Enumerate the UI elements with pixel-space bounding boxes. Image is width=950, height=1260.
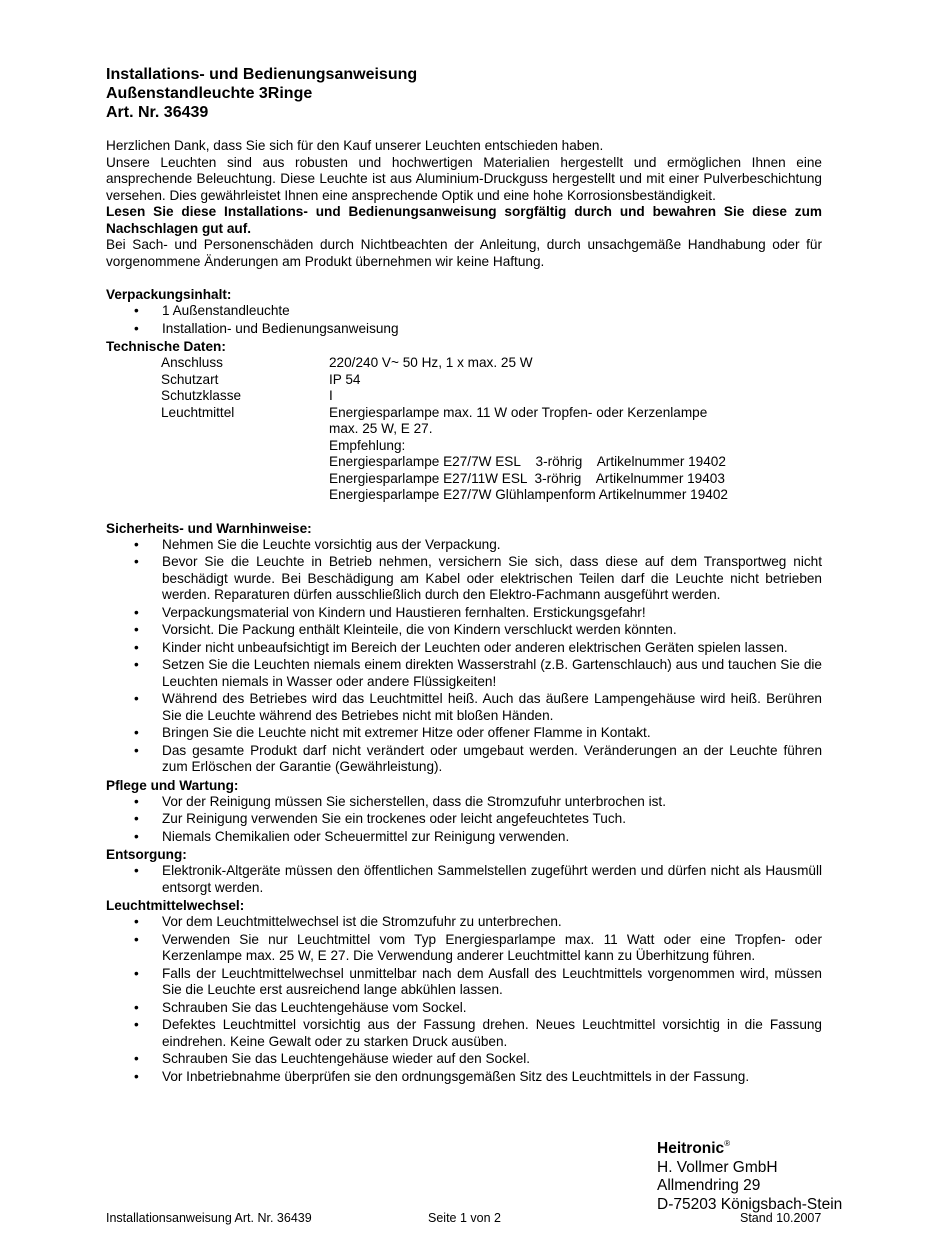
footer-doc-ref: Installationsanweisung Art. Nr. 36439 <box>106 1211 312 1225</box>
list-item: • Kinder nicht unbeaufsichtigt im Bereich der Leuchten oder anderen elektrischen Geräten spielen lassen. <box>106 640 822 657</box>
list-item: • Installation- und Bedienungsanweisung <box>106 321 822 338</box>
packaging-list <box>106 303 822 337</box>
list-item: • Das gesamte Produkt darf nicht verändert oder umgebaut werden. Veränderungen an der Leuchte führen zum Erlöschen der Garantie (Gewährleistung). <box>106 743 822 776</box>
footer-page-number: Seite 1 von 2 <box>428 1211 501 1225</box>
packaging-heading: Verpackungsinhalt: <box>106 287 232 302</box>
care-heading: Pflege und Wartung: <box>106 777 239 793</box>
brand-text: Heitronic <box>657 1140 725 1157</box>
safety-section <box>106 520 822 776</box>
list-item: • Setzen Sie die Leuchten niemals einem direkten Wasserstrahl (z.B. Gartenschlauch) aus und tauchen Sie die Leuchten niemals in Wasser oder andere Flüssigkeiten! <box>106 657 822 690</box>
spec-label: Schutzart <box>161 371 219 387</box>
list-item: • Verpackungsmaterial von Kindern und Haustieren fernhalten. Erstickungsgefahr! <box>106 605 822 622</box>
spec-value: I <box>329 388 333 403</box>
spec-value-lamp <box>329 405 822 504</box>
list-item: • Bringen Sie die Leuchte nicht mit extremer Hitze oder offener Flamme in Kontakt. <box>106 725 822 742</box>
list-item: • Bevor Sie die Leuchte in Betrieb nehmen, versichern Sie sich, dass diese auf dem Transportweg nicht beschädigt wurde. Bei Beschädigung am Kabel oder elektrischen Teilen darf die Leuchte nicht betrieben werden. Reparaturen dürfen ausschließlich durch den Elektro-Fachmann ausgeführt werden. <box>106 554 822 604</box>
intro-thanks: Herzlichen Dank, dass Sie sich für den Kauf unserer Leuchten entschieden haben. <box>106 138 604 153</box>
bulb-change-section <box>106 897 822 1085</box>
footer-date: Stand 10.2007 <box>740 1211 822 1225</box>
spec-row <box>161 372 822 389</box>
list-item: • Elektronik-Altgeräte müssen den öffentlichen Sammelstellen zugeführt werden und dürfen nicht als Hausmüll entsorgt werden. <box>106 863 822 896</box>
list-item: • Defektes Leuchtmittel vorsichtig aus der Fassung drehen. Neues Leuchtmittel vorsichtig in die Fassung eindrehen. Keine Gewalt oder zu starken Druck ausüben. <box>106 1017 822 1050</box>
list-item: • Niemals Chemikalien oder Scheuermittel zur Reinigung verwenden. <box>106 829 822 846</box>
recommendation-label: Empfehlung: <box>329 437 406 453</box>
brand-name <box>657 1135 842 1159</box>
document-page <box>106 65 822 1086</box>
disposal-list <box>106 863 822 896</box>
intro-read-notice: Lesen Sie diese Installations- und Bedienungsanweisung sorgfältig durch und bewahren Sie diese zum Nachschlagen gut auf. <box>106 204 822 236</box>
bulb-change-list <box>106 914 822 1085</box>
list-item: • Vorsicht. Die Packung enthält Kleinteile, die von Kindern verschluckt werden könnten. <box>106 622 822 639</box>
recommendation-item: Energiesparlampe E27/11W ESL 3-röhrig Artikelnummer 19403 <box>329 470 725 486</box>
company-name: H. Vollmer GmbH <box>657 1158 778 1176</box>
product-name: Außenstandleuchte 3Ringe <box>106 85 313 102</box>
recommendation-item: Energiesparlampe E27/7W Glühlampenform Artikelnummer 19402 <box>329 487 728 502</box>
technical-section <box>106 338 822 504</box>
spec-row <box>161 355 822 372</box>
technical-heading: Technische Daten: <box>106 339 226 354</box>
spec-value: IP 54 <box>329 371 361 387</box>
spec-label: Leuchtmittel <box>161 404 235 420</box>
company-address <box>657 1135 842 1214</box>
care-list <box>106 794 822 846</box>
list-item: • 1 Außenstandleuchte <box>106 303 822 320</box>
safety-heading: Sicherheits- und Warnhinweise: <box>106 520 312 536</box>
list-item: • Vor der Reinigung müssen Sie sicherstellen, dass die Stromzufuhr unterbrochen ist. <box>106 794 822 811</box>
bulb-change-heading: Leuchtmittelwechsel: <box>106 898 245 913</box>
recommendation-item: Energiesparlampe E27/7W ESL 3-röhrig Artikelnummer 19402 <box>329 454 726 469</box>
article-number: Art. Nr. 36439 <box>106 104 209 121</box>
list-item: • Zur Reinigung verwenden Sie ein trockenes oder leicht angefeuchtetes Tuch. <box>106 811 822 828</box>
list-item: • Vor dem Leuchtmittelwechsel ist die Stromzufuhr zu unterbrechen. <box>106 914 822 931</box>
city: D-75203 Königsbach-Stein <box>657 1195 843 1213</box>
spec-row <box>161 388 822 405</box>
registered-mark: ® <box>724 1139 731 1148</box>
disposal-section <box>106 846 822 896</box>
list-item: • Während des Betriebes wird das Leuchtmittel heiß. Auch das äußere Lampengehäuse wird heiß. Berühren Sie die Leuchte während des Betriebes nicht mit bloßen Händen. <box>106 691 822 724</box>
packaging-section <box>106 286 822 337</box>
spec-row <box>161 405 822 504</box>
document-title: Installations- und Bedienungsanweisung <box>106 66 418 83</box>
intro-description: Unsere Leuchten sind aus robusten und hochwertigen Materialien hergestellt und ermöglichen Ihnen eine ansprechende Beleuchtung. Diese Leuchte ist aus Aluminium-Druckguss hergestellt und mit einer Pulverbeschichtung versehen. Dies gewährleistet Ihnen eine ansprechende Optik und eine hohe Korrosionsbeständigkeit. <box>106 154 822 203</box>
list-item: • Schrauben Sie das Leuchtengehäuse wieder auf den Sockel. <box>106 1051 822 1068</box>
street: Allmendring 29 <box>657 1177 761 1194</box>
list-item: • Vor Inbetriebnahme überprüfen sie den ordnungsgemäßen Sitz des Leuchtmittels in der Fassung. <box>106 1069 822 1086</box>
care-section <box>106 777 822 846</box>
list-item: • Nehmen Sie die Leuchte vorsichtig aus der Verpackung. <box>106 537 822 554</box>
list-item: • Verwenden Sie nur Leuchtmittel vom Typ Energiesparlampe max. 11 Watt oder eine Tropfen- oder Kerzenlampe max. 25 W, E 27. Die Verwendung anderer Leuchtmittel kann zu Überhitzung führen. <box>106 932 822 965</box>
safety-list <box>106 537 822 776</box>
intro-section <box>106 138 822 270</box>
lamp-type: Energiesparlampe max. 11 W oder Tropfen- oder Kerzenlampe <box>329 404 708 420</box>
spec-label: Anschluss <box>161 355 223 370</box>
spec-label: Schutzklasse <box>161 388 242 403</box>
lamp-extra: max. 25 W, E 27. <box>329 421 433 436</box>
list-item: • Schrauben Sie das Leuchtengehäuse vom Sockel. <box>106 1000 822 1017</box>
list-item: • Falls der Leuchtmittelwechsel unmittelbar nach dem Ausfall des Leuchtmittels vorgenommen wird, müssen Sie die Leuchte erst ausreichend lange abkühlen lassen. <box>106 966 822 999</box>
title-block <box>106 65 822 122</box>
intro-liability: Bei Sach- und Personenschäden durch Nichtbeachten der Anleitung, durch unsachgemäße Handhabung oder für vorgenommene Änderungen am Produkt übernehmen wir keine Haftung. <box>106 237 822 269</box>
disposal-heading: Entsorgung: <box>106 847 187 862</box>
spec-table <box>161 355 822 504</box>
spec-value: 220/240 V~ 50 Hz, 1 x max. 25 W <box>329 355 533 370</box>
